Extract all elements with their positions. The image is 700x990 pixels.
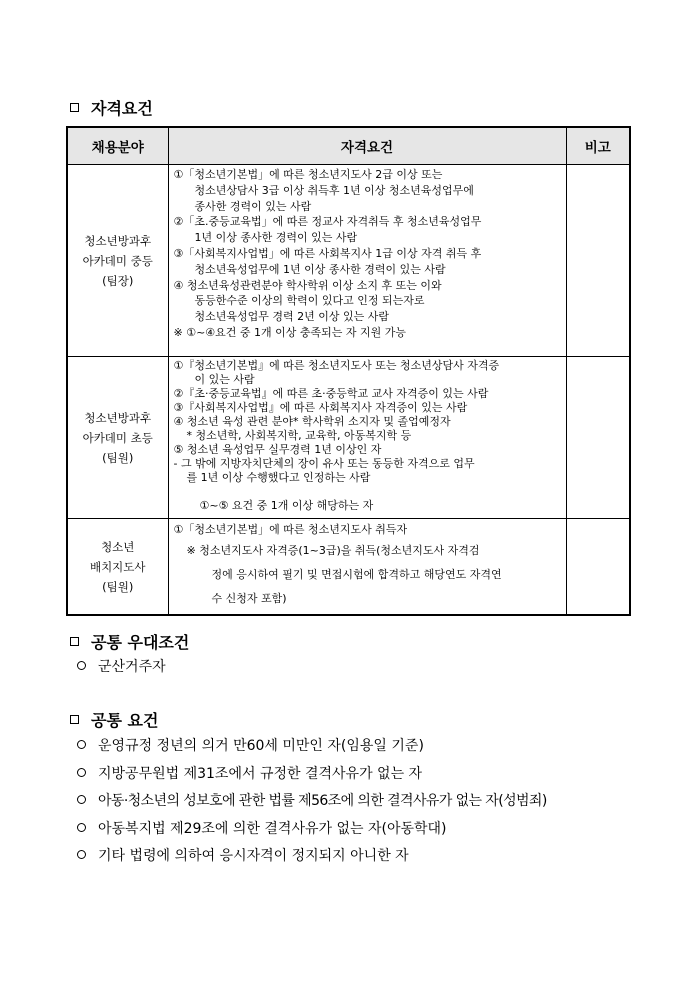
qualifications-title: 자격요건 xyxy=(91,99,153,118)
requirement-line: 정에 응시하여 필기 및 면접시험에 합격하고 해당연도 자격연 xyxy=(211,568,502,581)
table-row xyxy=(67,519,630,616)
requirement-line: ⑤ 청소년 육성업무 실무경력 1년 이상인 자 xyxy=(173,443,382,456)
requirement-line: 동등한수준 이상의 학력이 있다고 인정 되는자로 xyxy=(194,294,425,308)
requirement-line: ①『청소년기본법』에 따른 청소년지도사 또는 청소년상담사 자격증 xyxy=(173,359,500,372)
square-bullet-icon xyxy=(70,637,79,646)
category-line: 배치지도사 xyxy=(89,559,146,574)
circle-bullet-icon xyxy=(77,823,86,832)
header-note: 비고 xyxy=(566,127,630,165)
requirement-line: ③「사회복지사업법」에 따른 사회복지사 1급 이상 자격 취득 후 xyxy=(173,246,482,260)
requirement-line: 청소년육성업무에 1년 이상 종사한 경력이 있는 사람 xyxy=(194,262,446,276)
category-cell xyxy=(67,165,168,357)
requirements-cell xyxy=(168,519,566,616)
requirement-line: ①「청소년기본법」에 따른 청소년지도사 2급 이상 또는 xyxy=(173,168,443,181)
category-line: 청소년방과후 xyxy=(84,410,152,425)
common-title: 공통 요건 xyxy=(91,711,159,730)
category-line: (팀원) xyxy=(102,450,134,465)
list-item-text: 아동복지법 제29조에 의한 결격사유가 없는 자(아동학대) xyxy=(98,820,447,837)
circle-bullet-icon xyxy=(77,661,86,670)
circle-bullet-icon xyxy=(77,768,86,777)
requirement-line: ※ 청소년지도사 자격증(1~3급)을 취득(청소년지도사 자격검 xyxy=(186,544,480,557)
list-item xyxy=(77,818,547,846)
list-item xyxy=(77,656,166,684)
note-cell xyxy=(566,165,630,357)
requirement-line: ※ ①~④요건 중 1개 이상 충족되는 자 지원 가능 xyxy=(173,325,407,339)
category-cell xyxy=(67,519,168,616)
requirement-line: - 그 밖에 지방자치단체의 장이 유사 또는 동등한 자격으로 업무 xyxy=(173,457,475,470)
list-item xyxy=(77,763,547,791)
requirement-line: ③『사회복지사업법』에 따른 사회복지사 자격증이 있는 사람 xyxy=(173,401,468,414)
list-item-text: 기타 법령에 의하여 응시자격이 정지되지 아니한 자 xyxy=(98,848,409,864)
category-line: 아카데미 중등 xyxy=(82,253,153,268)
requirements-cell xyxy=(168,357,566,519)
square-bullet-icon xyxy=(70,103,79,112)
preferential-title: 공통 우대조건 xyxy=(91,633,190,652)
table-header-row xyxy=(67,127,630,165)
requirement-line: ④ 청소년 육성 관련 분야* 학사학위 소지자 및 졸업예정자 xyxy=(173,415,451,428)
header-requirements: 자격요건 xyxy=(168,127,566,165)
requirement-line: ①「청소년기본법」에 따른 청소년지도사 취득자 xyxy=(173,523,408,536)
preferential-list xyxy=(77,656,166,684)
requirement-line: ②「초.중등교육법」에 따른 정교사 자격취득 후 청소년육성업무 xyxy=(173,215,482,229)
category-line: 청소년방과후 xyxy=(84,233,152,248)
requirement-line: 이 있는 사람 xyxy=(194,373,255,386)
note-cell xyxy=(566,519,630,616)
preferential-heading xyxy=(70,630,189,653)
table-row xyxy=(67,357,630,519)
circle-bullet-icon xyxy=(77,740,86,749)
note-cell xyxy=(566,357,630,519)
list-item-text: 운영규정 정년의 의거 만60세 미만인 자(임용일 기준) xyxy=(98,738,424,754)
requirement-line: 청소년육성업무 경력 2년 이상 있는 사람 xyxy=(194,310,389,324)
category-line: 청소년 xyxy=(101,539,135,554)
requirement-line xyxy=(174,485,562,499)
category-line: (팀원) xyxy=(102,579,134,594)
requirement-line: ①~⑤ 요건 중 1개 이상 해당하는 자 xyxy=(199,499,374,512)
list-item xyxy=(77,845,547,873)
list-item-text: 지방공무원법 제31조에서 규정한 결격사유가 없는 자 xyxy=(98,765,423,782)
list-item-text: 군산거주자 xyxy=(98,659,166,675)
requirements-cell xyxy=(168,165,566,357)
requirement-line: 1년 이상 종사한 경력이 있는 사람 xyxy=(194,231,358,245)
list-item xyxy=(77,790,547,818)
requirement-line: 수 신청자 포함) xyxy=(211,592,287,605)
qualifications-heading xyxy=(70,96,153,119)
requirement-line: 를 1년 이상 수행했다고 인정하는 사람 xyxy=(186,471,371,484)
requirement-line: 종사한 경력이 있는 사람 xyxy=(194,199,312,213)
category-cell xyxy=(67,357,168,519)
category-line: (팀장) xyxy=(102,273,134,288)
circle-bullet-icon xyxy=(77,795,86,804)
common-list xyxy=(77,735,547,873)
category-line: 아카데미 초등 xyxy=(82,430,153,445)
requirement-line: ④ 청소년육성관련분야 학사학위 이상 소지 후 또는 이와 xyxy=(173,278,442,292)
requirement-line: 청소년상담사 3급 이상 취득후 1년 이상 청소년육성업무에 xyxy=(194,183,474,197)
requirement-line: * 청소년학, 사회복지학, 교육학, 아동복지학 등 xyxy=(186,429,412,442)
circle-bullet-icon xyxy=(77,850,86,859)
requirement-line: ②『초·중등교육법』에 따른 초·중등학교 교사 자격증이 있는 사람 xyxy=(173,387,489,400)
common-heading xyxy=(70,708,158,731)
qualifications-table xyxy=(66,126,631,616)
square-bullet-icon xyxy=(70,715,79,724)
list-item xyxy=(77,735,547,763)
header-category: 채용분야 xyxy=(67,127,168,165)
list-item-text: 아동·청소년의 성보호에 관한 법률 제56조에 의한 결격사유가 없는 자(성범죄) xyxy=(98,793,547,809)
table-row xyxy=(67,165,630,357)
